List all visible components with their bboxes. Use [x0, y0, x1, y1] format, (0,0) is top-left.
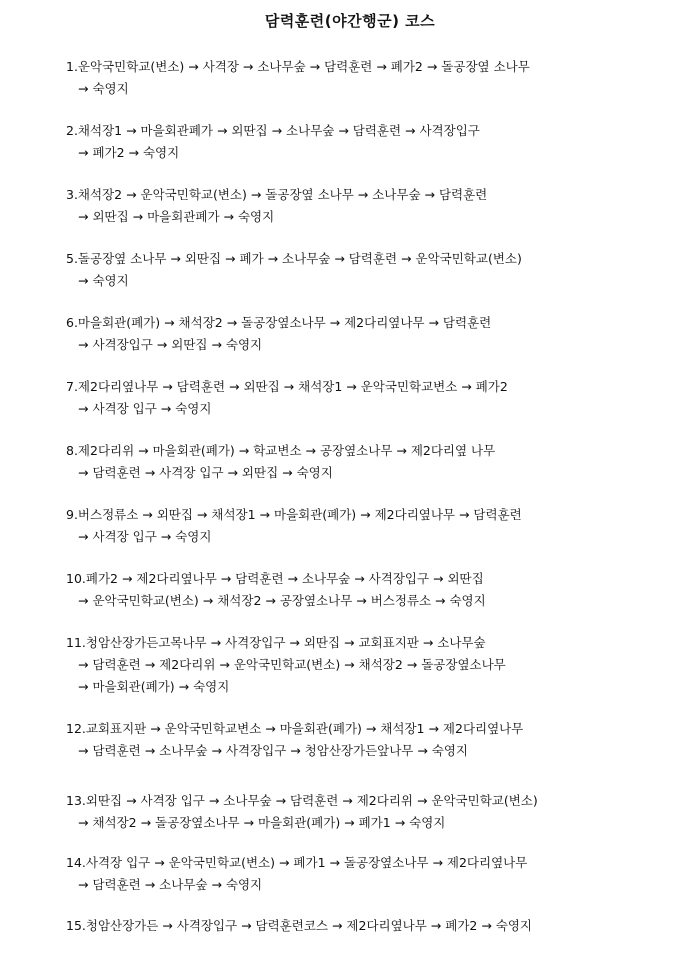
course-item-5 — [66, 248, 676, 292]
course-line: 6.마을회관(폐가) → 채석장2 → 돌공장옆소나무 → 제2다리옆나무 → 담력훈련 — [66, 315, 492, 330]
course-item-13 — [66, 790, 676, 834]
course-line: → 폐가2 → 숙영지 — [78, 145, 180, 160]
course-line: 7.제2다리옆나무 → 담력훈련 → 외딴집 → 채석장1 → 운악국민학교변소 → 폐가2 — [66, 379, 508, 394]
course-line: → 운악국민학교(변소) → 채석장2 → 공장옆소나무 → 버스정류소 → 숙영지 — [78, 593, 486, 608]
course-line: → 담력훈련 → 소나무숲 → 숙영지 — [78, 877, 263, 892]
course-item-15 — [66, 915, 676, 937]
course-line: 9.버스정류소 → 외딴집 → 채석장1 → 마을회관(폐가) → 제2다리옆나무 → 담력훈련 — [66, 507, 522, 522]
course-line: 3.채석장2 → 운악국민학교(변소) → 돌공장옆 소나무 → 소나무숲 → 담력훈련 — [66, 187, 488, 202]
course-line: 15.청암산장가든 → 사격장입구 → 담력훈련코스 → 제2다리옆나무 → 폐가2 → 숙영지 — [66, 918, 532, 933]
course-item-3 — [66, 184, 676, 228]
course-line: 11.청암산장가든고목나무 → 사격장입구 → 외딴집 → 교회표지판 → 소나무숲 — [66, 635, 486, 650]
course-line: → 사격장 입구 → 숙영지 — [78, 401, 212, 416]
course-line: → 담력훈련 → 사격장 입구 → 외딴집 → 숙영지 — [78, 465, 333, 480]
course-item-7 — [66, 376, 676, 420]
course-line: 10.폐가2 → 제2다리옆나무 → 담력훈련 → 소나무숲 → 사격장입구 → 외딴집 — [66, 571, 484, 586]
page-title: 담력훈련(야간행군) 코스 — [264, 12, 436, 30]
course-item-1 — [66, 56, 676, 100]
course-line: 2.채석장1 → 마을회관폐가 → 외딴집 → 소나무숲 → 담력훈련 → 사격장입구 — [66, 123, 480, 138]
course-line: → 외딴집 → 마을회관폐가 → 숙영지 — [78, 209, 275, 224]
course-line: 13.외딴집 → 사격장 입구 → 소나무숲 → 담력훈련 → 제2다리위 → 운악국민학교(변소) — [66, 793, 538, 808]
course-line: → 사격장 입구 → 숙영지 — [78, 529, 212, 544]
course-item-14 — [66, 852, 676, 896]
course-line: → 마을회관(폐가) → 숙영지 — [78, 679, 230, 694]
course-item-6 — [66, 312, 676, 356]
course-item-9 — [66, 504, 676, 548]
course-line: → 숙영지 — [78, 81, 129, 96]
course-item-8 — [66, 440, 676, 484]
course-line: 14.사격장 입구 → 운악국민학교(변소) → 폐가1 → 돌공장옆소나무 → 제2다리옆나무 — [66, 855, 528, 870]
course-line: 8.제2다리위 → 마을회관(폐가) → 학교변소 → 공장옆소나무 → 제2다리옆 나무 — [66, 443, 496, 458]
course-line: → 채석장2 → 돌공장옆소나무 → 마을회관(폐가) → 폐가1 → 숙영지 — [78, 815, 446, 830]
course-item-11 — [66, 632, 676, 698]
course-item-12 — [66, 718, 676, 762]
course-item-2 — [66, 120, 676, 164]
course-line: 1.운악국민학교(변소) → 사격장 → 소나무숲 → 담력훈련 → 폐가2 → 돌공장옆 소나무 — [66, 59, 530, 74]
course-item-10 — [66, 568, 676, 612]
course-line: 12.교회표지판 → 운악국민학교변소 → 마을회관(폐가) → 채석장1 → 제2다리옆나무 — [66, 721, 524, 736]
course-line: → 담력훈련 → 소나무숲 → 사격장입구 → 청암산장가든앞나무 → 숙영지 — [78, 743, 469, 758]
course-line: → 숙영지 — [78, 273, 129, 288]
course-line: → 사격장입구 → 외딴집 → 숙영지 — [78, 337, 263, 352]
course-line: 5.돌공장옆 소나무 → 외딴집 → 폐가 → 소나무숲 → 담력훈련 → 운악국민학교(변소) — [66, 251, 522, 266]
course-line: → 담력훈련 → 제2다리위 → 운악국민학교(변소) → 채석장2 → 돌공장옆소나무 — [78, 657, 506, 672]
